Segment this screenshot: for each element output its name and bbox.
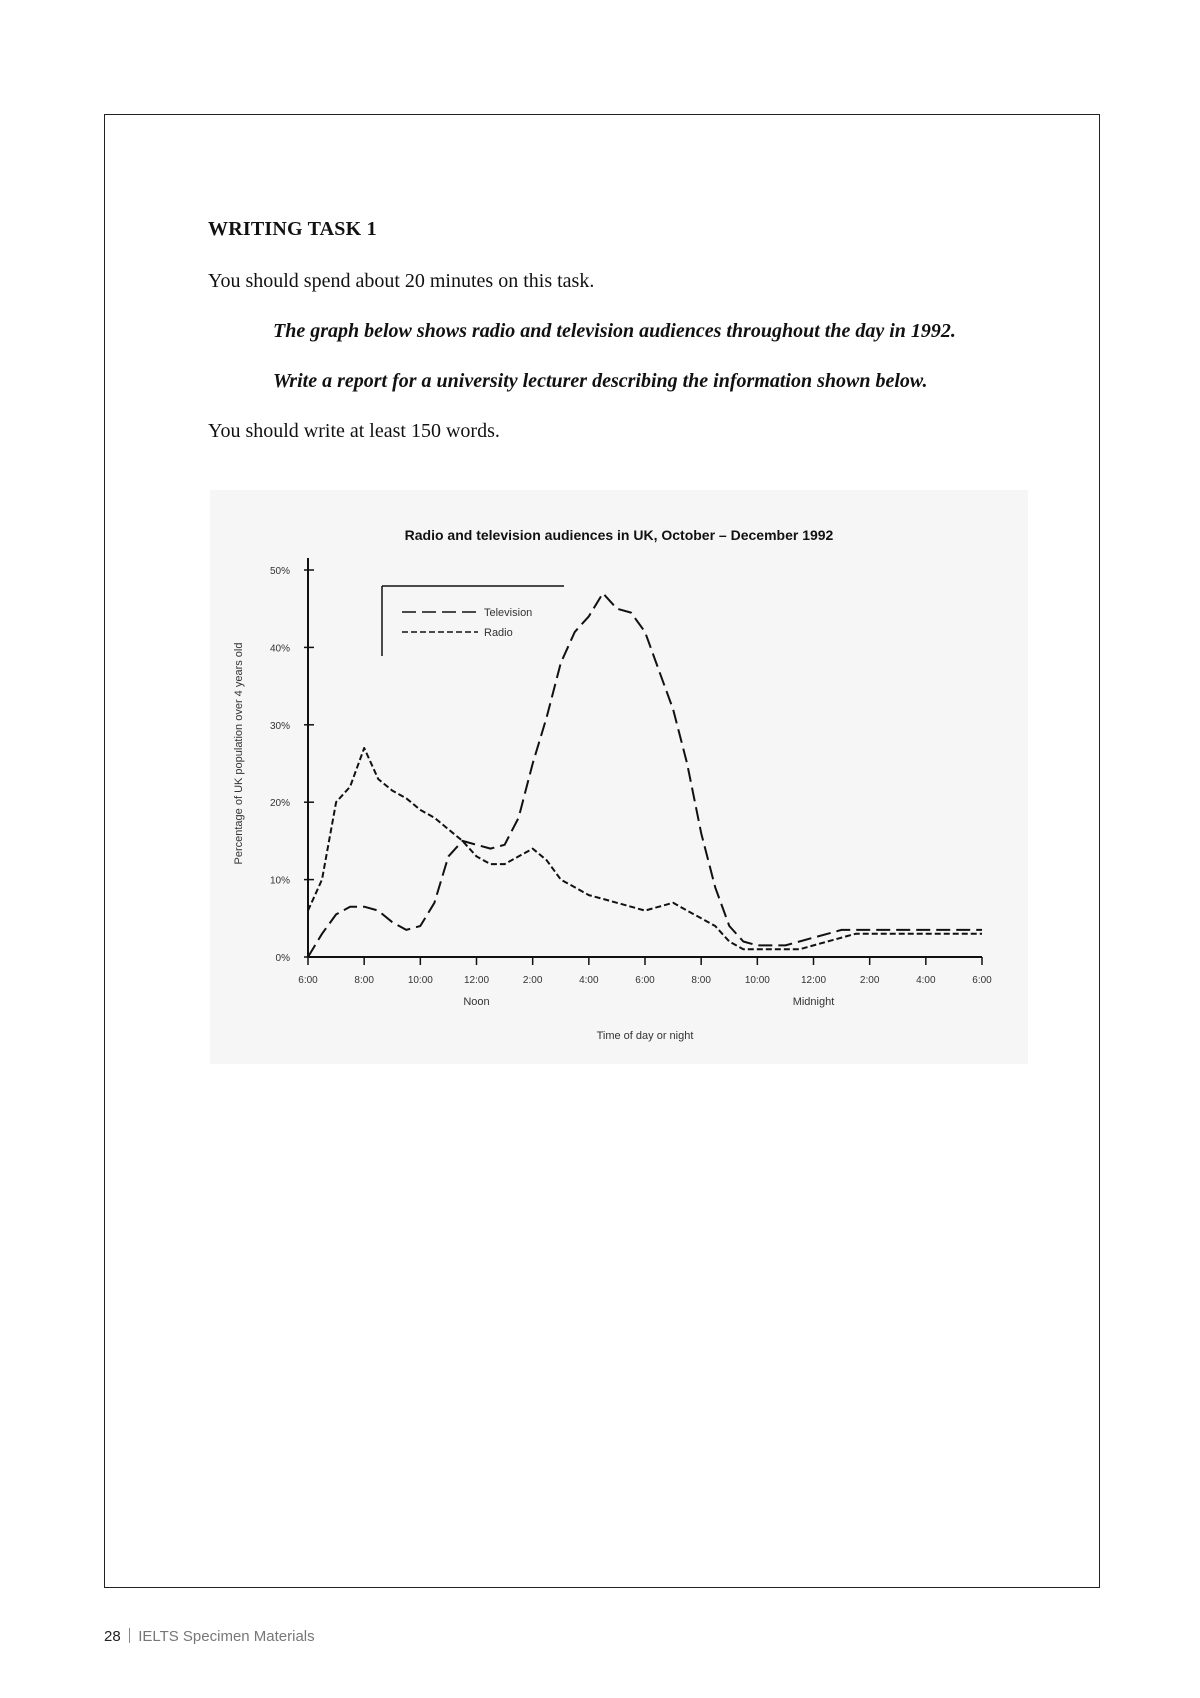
- legend-label-radio: Radio: [484, 627, 513, 639]
- series-line-television: [308, 593, 982, 957]
- legend-label-television: Television: [484, 607, 533, 619]
- y-tick-label: 20%: [269, 798, 290, 810]
- publication-name: IELTS Specimen Materials: [138, 1628, 315, 1645]
- y-tick-label: 50%: [269, 566, 290, 577]
- x-tick-label: 12:00: [800, 975, 827, 986]
- x-tick-label: 12:00: [463, 975, 490, 986]
- page-number: 28: [104, 1628, 121, 1645]
- task-prompt-graph: The graph below shows radio and television audiences throughout the day in 1992.: [273, 320, 956, 342]
- chart-container: [210, 490, 1028, 1064]
- x-tick-label: 2:00: [522, 975, 543, 986]
- x-tick-label: 8:00: [691, 975, 711, 986]
- x-tick-label: 4:00: [579, 975, 599, 986]
- series-line-radio: [308, 748, 982, 949]
- y-tick-label: 30%: [269, 720, 290, 732]
- footer-divider: [129, 1628, 131, 1643]
- word-count-instruction: You should write at least 150 words.: [208, 420, 500, 442]
- x-tick-label: 4:00: [916, 975, 936, 986]
- x-sublabel: Midnight: [792, 996, 835, 1008]
- x-tick-label: 10:00: [407, 975, 433, 986]
- x-tick-label: 6:00: [972, 975, 992, 986]
- x-sublabel: Noon: [463, 996, 490, 1008]
- x-tick-label: 10:00: [744, 975, 770, 986]
- x-tick-label: 8:00: [354, 975, 374, 986]
- task-heading: WRITING TASK 1: [208, 218, 377, 240]
- y-tick-label: 0%: [275, 953, 290, 964]
- y-axis-label: Percentage of UK population over 4 years old: [233, 642, 245, 865]
- y-tick-label: 40%: [269, 643, 290, 655]
- x-tick-label: 2:00: [859, 975, 880, 986]
- task-prompt-report: Write a report for a university lecturer describing the information shown below.: [273, 370, 928, 392]
- x-axis-label: Time of day or night: [596, 1030, 694, 1042]
- line-chart: [210, 490, 1028, 1064]
- time-instruction: You should spend about 20 minutes on this task.: [208, 270, 595, 292]
- y-tick-label: 10%: [269, 875, 290, 887]
- x-tick-label: 6:00: [635, 975, 655, 986]
- chart-title: Radio and television audiences in UK, October – December 1992: [404, 527, 834, 543]
- x-tick-label: 6:00: [298, 975, 318, 986]
- page-footer: [104, 1628, 315, 1645]
